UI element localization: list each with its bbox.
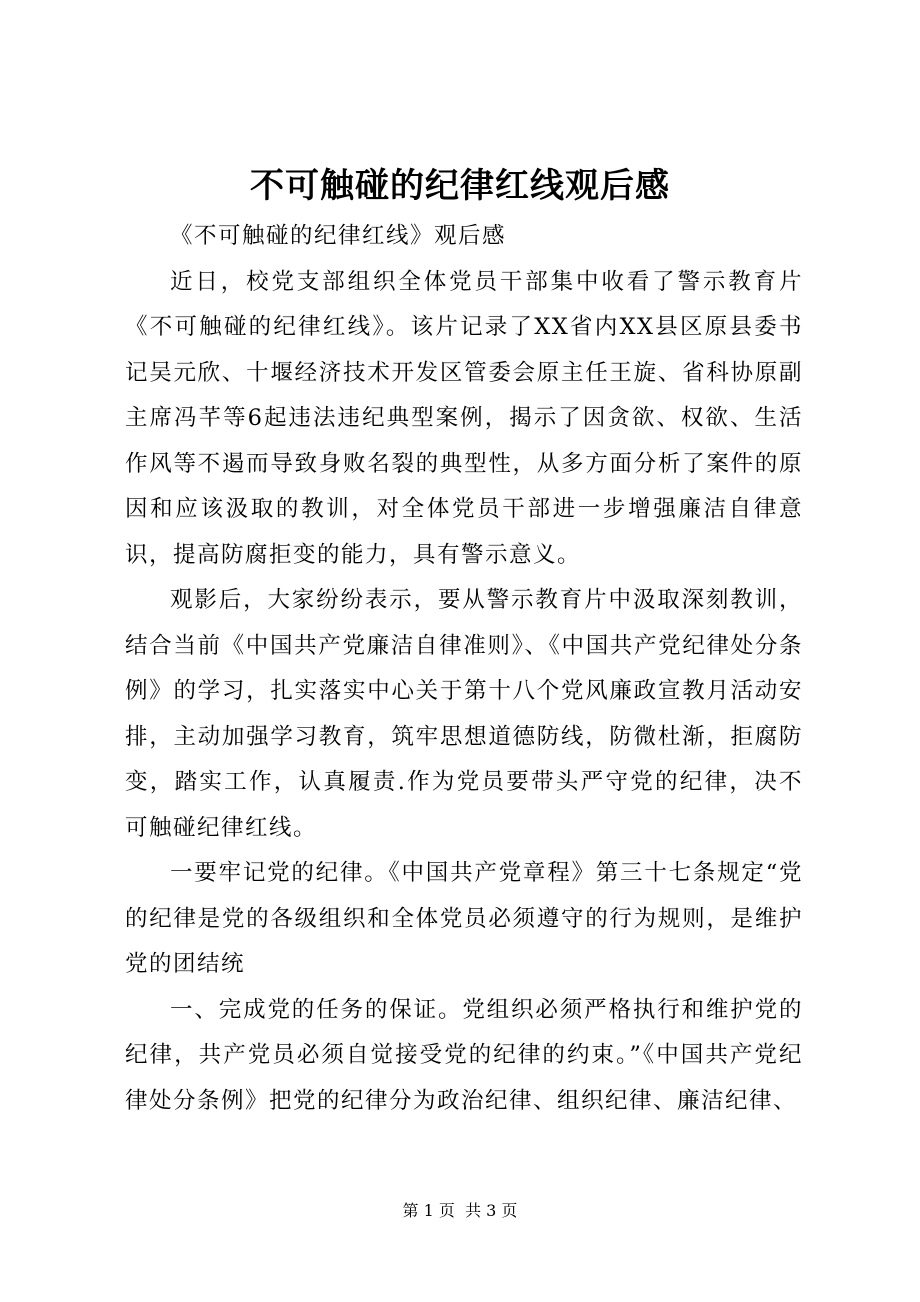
page-footer (0, 1196, 920, 1226)
paragraph-subtitle: 《不可触碰的纪律红线》观后感 (170, 223, 507, 249)
document-title: 不可触碰的纪律红线观后感 (250, 166, 670, 206)
paragraph: 一、完成党的任务的保证。党组织必须严格执行和维护党的纪律，共产党员必须自觉接受党的纪律的约束。”《中国共产党纪律处分条例》把党的纪律分为政治纪律、组织纪律、廉洁纪律、 (125, 996, 803, 1114)
paragraph: 近日，校党支部组织全体党员干部集中收看了警示教育片《不可触碰的纪律红线》。该片记录了XX省内XX县区原县委书记吴元欣、十堰经济技术开发区管委会原主任王旋、省科协原副主席冯芊等6起违法违纪典型案例，揭示了因贪欲、权欲、生活作风等不遏而导致身败名裂的典型性，从多方面分析了案件的原因和应该汲取的教训，对全体党员干部进一步增强廉洁自律意识，提高防腐拒变的能力，具有警示意义。 (125, 268, 803, 568)
paragraph: 观影后，大家纷纷表示，要从警示教育片中汲取深刻教训，结合当前《中国共产党廉洁自律准则》、《中国共产党纪律处分条例》的学习，扎实落实中心关于第十八个党风廉政宣教月活动安排，主动加强学习教育，筑牢思想道德防线，防微杜渐，拒腐防变，踏实工作，认真履责.作为党员要带头严守党的纪律，决不可触碰纪律红线。 (125, 587, 803, 841)
paragraph: 一要牢记党的纪律。《中国共产党章程》第三十七条规定“党的纪律是党的各级组织和全体党员必须遵守的行为规则，是维护党的团结统 (125, 860, 803, 977)
document-body (125, 214, 803, 1124)
page-number-label: 第 1 页 共 3 页 (402, 1201, 518, 1220)
